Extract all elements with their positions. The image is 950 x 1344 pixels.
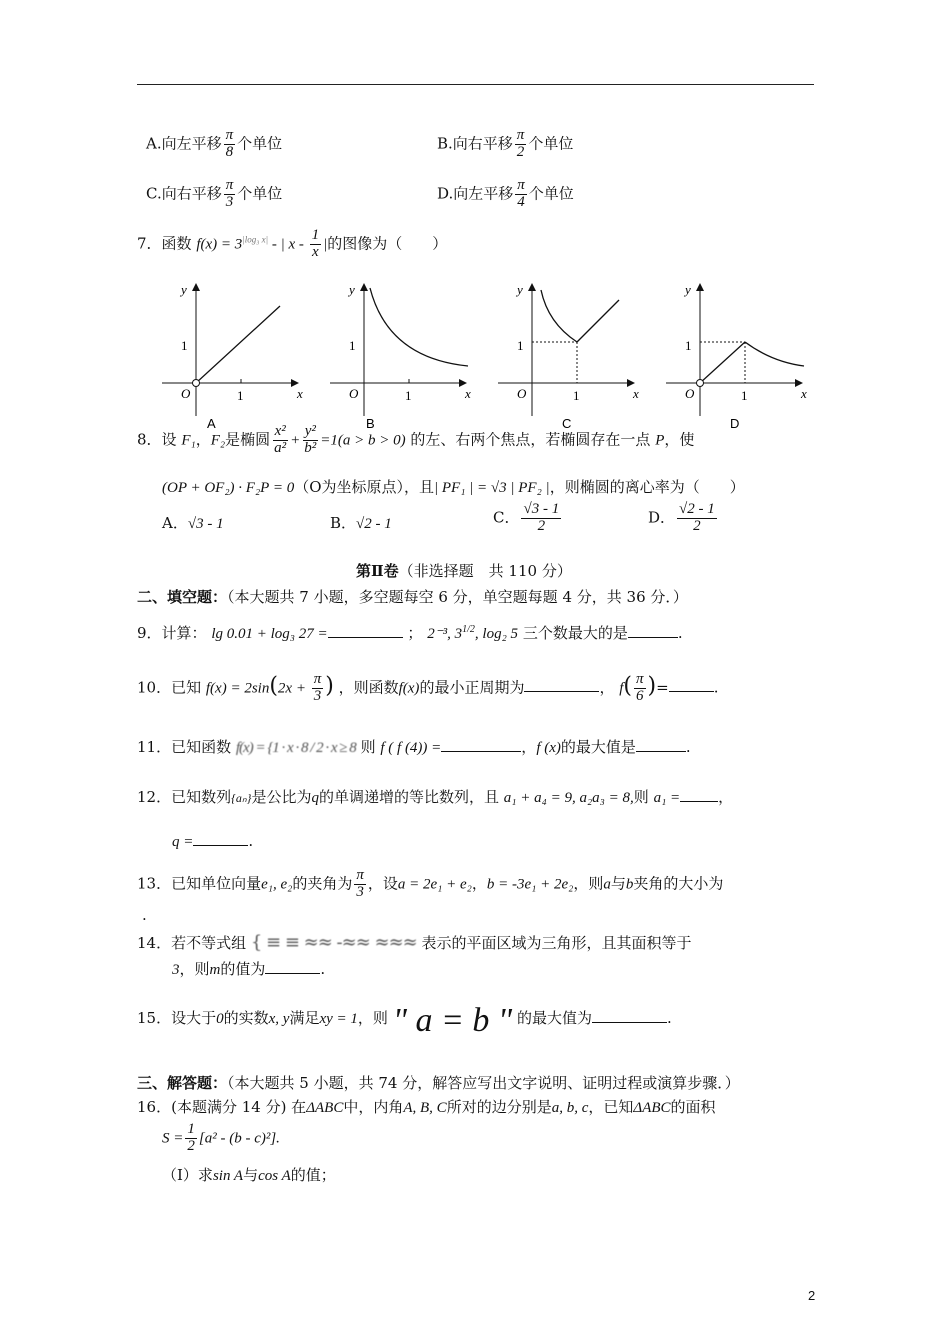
- section3-head: 三、解答题：: [137, 1074, 228, 1092]
- q15-prefix: 15．设大于: [137, 1009, 217, 1027]
- q16-text: 所对的边分别是: [446, 1098, 552, 1116]
- q12-end: .: [248, 832, 254, 850]
- frac-den: x: [312, 243, 319, 260]
- q8-p: P: [655, 432, 665, 449]
- q6-option-b-frac: [515, 128, 527, 161]
- q8-text: （O为坐标原点），且: [294, 478, 434, 496]
- q11-prefix: 11．已知函数: [137, 738, 232, 756]
- graph-d: [666, 282, 807, 431]
- frac-num: π: [517, 177, 525, 193]
- frac-num: √3 - 1: [523, 501, 560, 517]
- q15-xy: x, y: [268, 1011, 290, 1027]
- axis-y-label: y: [517, 282, 523, 297]
- q16-cos: cos A: [258, 1168, 291, 1184]
- q13-dot: .: [142, 906, 147, 924]
- q15-big-expr: " a = b ": [392, 1002, 513, 1039]
- q15-suffix: 的最大值为: [516, 1009, 592, 1027]
- q16-line1: [137, 1096, 716, 1117]
- q10-frac2: [634, 672, 646, 705]
- section2-head: 二、填空题：: [137, 588, 228, 606]
- q11-suffix: 的最大值是: [560, 738, 636, 756]
- q8-f2: F₂: [210, 432, 226, 449]
- frac-num: π: [356, 867, 364, 883]
- q15-blank[interactable]: [592, 1022, 667, 1023]
- q10-func: f(x) = 2sin: [205, 680, 270, 697]
- q8-option-b-label: B．: [330, 514, 357, 532]
- q10-end: .: [713, 678, 719, 697]
- q12-blank-2[interactable]: [193, 845, 248, 846]
- tick-x-1: 1: [405, 388, 412, 403]
- q16-part1: [162, 1164, 336, 1185]
- q16-part1-b: 的值；: [290, 1166, 336, 1184]
- q10-paren2-open: (: [623, 673, 633, 699]
- q11-end: .: [685, 738, 691, 756]
- q6-option-c: [146, 178, 282, 211]
- part2-subtitle: （非选择题 共 110 分）: [398, 562, 572, 580]
- origin-label: O: [685, 386, 695, 401]
- q8-option-a: [162, 512, 224, 533]
- q11-piecewise: f(x) = {1 · x · 8 / 2 · x ≥ 8: [235, 740, 356, 756]
- q6-option-a-frac: [224, 128, 236, 161]
- q12-qeq: q =: [172, 834, 194, 850]
- frac-num: 1: [311, 227, 320, 243]
- q13-prefix: 13．已知单位向量: [137, 874, 262, 893]
- q10-blank-2[interactable]: [669, 691, 714, 692]
- q12-comma: ，: [718, 788, 734, 806]
- q10-blank-1[interactable]: [524, 691, 599, 692]
- axis-y-label: y: [685, 282, 691, 297]
- q11-fx: f (x): [536, 740, 561, 756]
- graph-c: [498, 282, 639, 431]
- q16-tri2: ΔABC: [633, 1100, 671, 1116]
- frac-num: y²: [304, 423, 316, 439]
- frac-den: a²: [274, 439, 287, 456]
- q6-option-a: [146, 128, 282, 161]
- q7-formula-b: - | x -: [268, 236, 308, 253]
- q13-mid3: ，则: [573, 874, 604, 893]
- graph-a: [162, 282, 303, 431]
- q11-comma: ，: [521, 738, 537, 756]
- q16-text: 16．(本题满分 14 分) 在: [137, 1098, 307, 1116]
- axis-x-label: x: [633, 386, 639, 401]
- q8-text: 的左、右两个焦点，若椭圆存在一点: [410, 430, 651, 449]
- q11-ff: f ( f (4)) =: [380, 740, 442, 756]
- axis-x-label: x: [465, 386, 471, 401]
- q10: [137, 672, 718, 705]
- q8-eq: =1: [320, 432, 338, 449]
- frac-den: 2: [537, 517, 546, 534]
- q16-sides: a, b, c: [551, 1100, 589, 1116]
- q11-mid: 则: [360, 738, 376, 756]
- q14-suffix2: 的值为: [220, 960, 266, 978]
- section2-heading: [137, 586, 688, 607]
- q8-option-c: [493, 502, 563, 535]
- frac-num: π: [225, 177, 234, 193]
- q8-text: 是椭圆: [225, 430, 271, 449]
- q15: [137, 1002, 672, 1040]
- q6-option-a-label: A.向左平移: [146, 134, 222, 153]
- q9: [137, 622, 683, 643]
- frac-den: 2: [516, 143, 525, 160]
- q8-cond: (a > b > 0): [337, 432, 406, 449]
- frac-den: 2: [693, 517, 701, 534]
- q7-suffix: 的图像为（ ）: [327, 234, 448, 253]
- section2-desc: （本大题共 7 小题，多空题每空 6 分，单空题每题 4 分，共 36 分．）: [227, 588, 688, 606]
- q6-option-d-frac: [515, 178, 527, 211]
- tick-y-1: 1: [349, 338, 356, 353]
- q8-plus: +: [290, 432, 301, 449]
- q15-cond: xy = 1: [319, 1011, 358, 1027]
- tick-x-1: 1: [573, 388, 580, 403]
- q11-blank-1[interactable]: [441, 751, 521, 752]
- q16-expr: [a² - (b - c)²].: [198, 1130, 280, 1147]
- q8-option-b-value: √2 - 1: [356, 516, 392, 532]
- q9-blank-2[interactable]: [628, 637, 678, 638]
- frac-num: x²: [274, 423, 286, 439]
- graph-a-label: A: [207, 416, 216, 431]
- q15-mid: 的实数: [223, 1009, 269, 1027]
- q9-prefix: 9．计算：: [137, 624, 207, 642]
- q12-blank-1[interactable]: [680, 801, 718, 802]
- q15-zero: 0: [216, 1011, 224, 1027]
- origin-label: O: [181, 386, 191, 401]
- frac-den: 6: [636, 687, 644, 704]
- q14-inequality-system: { ≡ ≡ ≈≈ -≈≈ ≈≈≈: [250, 932, 417, 953]
- graph-b: [330, 282, 471, 431]
- q9-blank-1[interactable]: [328, 637, 403, 638]
- frac-den: 2: [187, 1137, 195, 1154]
- q13-mid2: ，设: [367, 874, 398, 893]
- q8-text: ，使: [664, 430, 695, 449]
- q10-mid: ，则函数: [338, 678, 399, 697]
- q14-m: m: [209, 962, 221, 978]
- q16-text: 的面积: [670, 1098, 716, 1116]
- q9-expr: lg 0.01 + log₃ 27 =: [211, 626, 328, 642]
- tick-y-1: 1: [685, 338, 692, 353]
- page-number: 2: [808, 1288, 816, 1303]
- q13-a: a: [603, 876, 611, 893]
- q8-option-d-label: D．: [648, 508, 676, 527]
- q7-frac: [310, 228, 322, 261]
- graph-b-label: B: [366, 416, 375, 431]
- q9-suffix: 三个数最大的是: [522, 624, 628, 642]
- q8-text: 8．设: [137, 430, 177, 449]
- q7-prefix: 7．函数: [137, 234, 192, 253]
- origin-label: O: [517, 386, 527, 401]
- frac-den: 4: [517, 193, 525, 210]
- q12-cond: a₁ + a₄ = 9, a₂a₃ = 8,: [503, 790, 634, 806]
- q7-exponent: |log₃ x|: [242, 234, 269, 245]
- q16-s: S =: [162, 1130, 184, 1147]
- q6-option-c-frac: [224, 178, 236, 211]
- frac-num: π: [516, 127, 525, 143]
- q8-option-d: [648, 502, 719, 535]
- q14-prefix: 14．若不等式组: [137, 934, 247, 952]
- q7-formula-c: |: [323, 236, 328, 253]
- q10-f: f: [619, 680, 624, 697]
- q16-text: 中，内角: [343, 1098, 404, 1116]
- q16-text: ，已知: [588, 1098, 634, 1116]
- frac-num: √2 - 1: [679, 501, 715, 517]
- q6-option-d-suffix: 个单位: [528, 184, 574, 203]
- q14-suffix: 表示的平面区域为三角形，且其面积等于: [421, 934, 692, 952]
- q14-blank[interactable]: [265, 973, 320, 974]
- q8-frac-x: [272, 424, 288, 457]
- q12-q: q: [311, 790, 319, 806]
- frac-den: 8: [225, 143, 234, 160]
- q8-line2: [162, 476, 745, 497]
- q7-stem: [137, 228, 447, 261]
- q13-a-def: a = 2e₁ + e₂: [397, 876, 472, 893]
- q6-option-d-label: D.向左平移: [437, 184, 514, 203]
- tick-y-1: 1: [517, 338, 524, 353]
- q16-and: 与: [243, 1166, 259, 1184]
- axis-y-label: y: [181, 282, 187, 297]
- q15-mid2: 满足: [289, 1009, 320, 1027]
- q10-eq: =: [656, 678, 669, 697]
- q16-abc: A, B, C: [403, 1100, 447, 1116]
- q8-option-c-frac: [521, 502, 561, 535]
- q12-a1: a₁ =: [653, 790, 681, 806]
- q8-f1: F₁: [181, 432, 196, 449]
- q6-option-c-label: C.向右平移: [146, 184, 222, 203]
- q10-frac: [312, 672, 324, 705]
- header-rule: [137, 84, 814, 85]
- q6-option-b: [437, 128, 573, 161]
- axis-x-label: x: [297, 386, 303, 401]
- tick-y-1: 1: [181, 338, 188, 353]
- graph-c-label: C: [562, 416, 572, 431]
- q8-ratio: | PF₁ | = √3 | PF₂ |: [434, 480, 550, 496]
- q6-option-a-suffix: 个单位: [237, 134, 283, 153]
- q6-option-c-suffix: 个单位: [237, 184, 283, 203]
- q13-suffix: 夹角的大小为: [633, 874, 724, 893]
- q12-mid: 是公比为: [251, 788, 312, 806]
- q13-comma: ，: [471, 874, 487, 893]
- q9-nums-sup: 1/2: [462, 624, 475, 635]
- q12-prefix: 12．已知数列: [137, 788, 232, 806]
- frac-num: π: [225, 127, 234, 143]
- q14-end: .: [320, 960, 326, 978]
- q12-mid2: 的单调递增的等比数列，且: [319, 788, 500, 806]
- section3-heading: [137, 1072, 740, 1093]
- q13-b-def: b = -3e₁ + 2e₂: [486, 876, 574, 893]
- q14-three: 3: [172, 962, 180, 978]
- tick-x-1: 1: [741, 388, 748, 403]
- q10-fx: f(x): [398, 680, 420, 697]
- q7-graphs: [150, 278, 820, 438]
- q8-frac-y: [302, 424, 318, 457]
- q10-paren2-close: ): [647, 673, 657, 699]
- part2-heading: [356, 560, 572, 581]
- frac-num: π: [636, 671, 644, 687]
- q6-option-b-suffix: 个单位: [528, 134, 574, 153]
- q6-option-d: [437, 178, 574, 211]
- q15-mid3: ，则: [357, 1009, 388, 1027]
- frac-den: 3: [356, 883, 364, 900]
- q15-end: .: [666, 1009, 672, 1027]
- q8-sep: ，: [195, 430, 211, 449]
- q16-frac: [185, 1122, 197, 1155]
- q8-text: ，则椭圆的离心率为（ ）: [549, 478, 745, 496]
- q16-part1-a: （Ⅰ）求: [162, 1166, 213, 1184]
- frac-den: b²: [304, 439, 317, 456]
- q11-blank-2[interactable]: [636, 751, 686, 752]
- q8-option-a-value: √3 - 1: [187, 516, 224, 532]
- q10-inner: 2x +: [277, 680, 310, 697]
- frac-den: 3: [313, 687, 322, 704]
- origin-label: O: [349, 386, 359, 401]
- q7-formula-a: f(x) = 3: [196, 236, 243, 253]
- q10-mid2: 的最小正周期为: [419, 678, 525, 697]
- axis-x-label: x: [801, 386, 807, 401]
- q13: [137, 868, 723, 901]
- q11: [137, 736, 691, 757]
- q12-line1: [137, 786, 733, 807]
- q9-nums-b: , log₂ 5: [474, 626, 519, 642]
- q14-line2: [172, 958, 325, 979]
- q8-option-d-frac: [677, 502, 717, 535]
- graph-d-label: D: [730, 416, 740, 431]
- frac-num: 1: [187, 1121, 195, 1137]
- q13-b: b: [625, 876, 634, 893]
- q13-and: 与: [610, 874, 626, 893]
- q16-tri: ΔABC: [306, 1100, 344, 1116]
- frac-den: 3: [225, 193, 234, 210]
- q8-option-b: [330, 512, 392, 533]
- q10-paren-open: (: [269, 673, 278, 699]
- q8-option-a-label: A．: [162, 514, 188, 532]
- q6-option-b-label: B.向右平移: [437, 134, 513, 153]
- q12-line2: [172, 832, 253, 851]
- part2-title: 第Ⅱ卷: [356, 562, 399, 580]
- q10-prefix: 10．已知: [137, 678, 202, 697]
- q10-comma: ，: [599, 678, 615, 697]
- section3-desc: （本大题共 5 小题，共 74 分，解答应写出文字说明、证明过程或演算步骤．）: [227, 1074, 740, 1092]
- q8-option-c-label: C．: [493, 508, 520, 527]
- q14-line1: [137, 932, 692, 953]
- axis-y-label: y: [349, 282, 355, 297]
- q16-sin: sin A: [212, 1168, 244, 1184]
- q9-nums: 2⁻³, 3: [427, 626, 463, 642]
- q14-mid: ，则: [179, 960, 210, 978]
- q9-sep: ；: [407, 624, 423, 642]
- tick-x-1: 1: [237, 388, 244, 403]
- q13-mid: 的夹角为: [292, 874, 353, 893]
- q12-then: 则: [633, 788, 649, 806]
- q8-line1: [137, 424, 694, 457]
- q12-an: {aₙ}: [231, 791, 252, 805]
- q13-frac: [354, 868, 366, 901]
- q16-area-formula: [162, 1122, 280, 1155]
- q9-end: .: [677, 624, 683, 642]
- frac-num: π: [313, 671, 322, 687]
- q10-paren-close: ): [325, 673, 334, 699]
- q8-vector-expr: (OP + OF₂) · F₂P = 0: [162, 480, 295, 496]
- q13-e: e₁, e₂: [261, 876, 293, 893]
